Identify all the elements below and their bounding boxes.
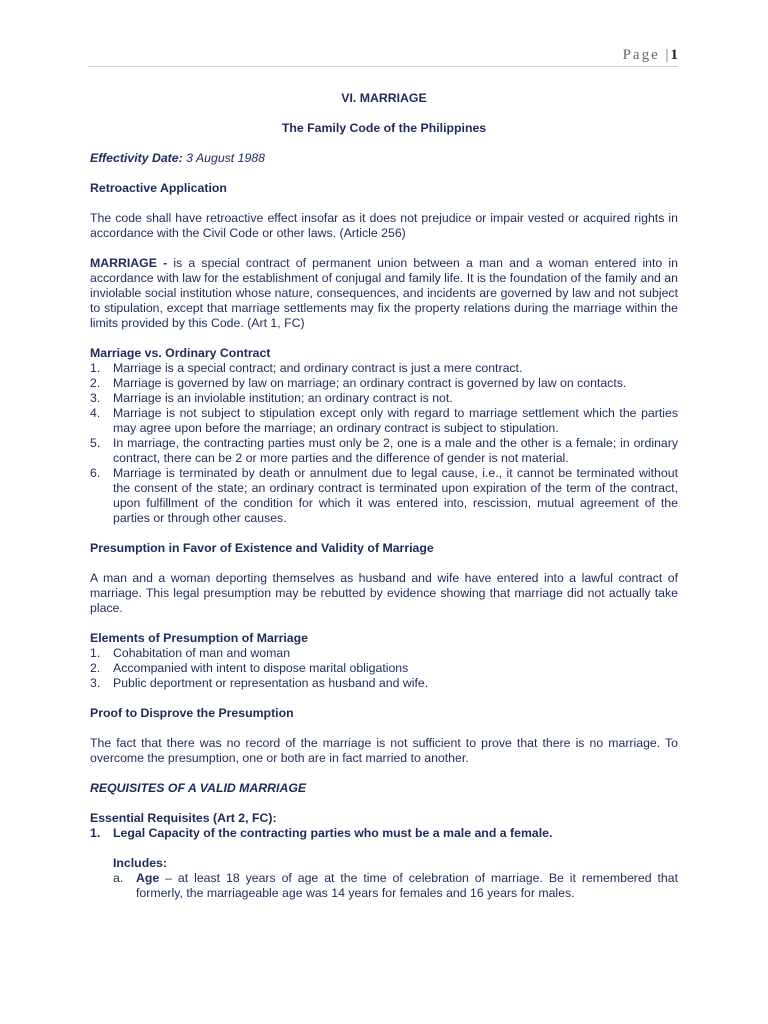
- list-number: 3.: [90, 391, 101, 405]
- list-item: [90, 361, 678, 376]
- includes-list: [113, 871, 678, 901]
- retro-heading: Retroactive Application: [90, 181, 227, 195]
- header-rule: [88, 66, 678, 67]
- list-text: Marriage is an inviolable institution; an ordinary contract is not.: [113, 391, 453, 405]
- effectivity-value: 3 August 1988: [182, 151, 265, 165]
- legal-capacity-text: Legal Capacity of the contracting parties who must be a male and a female.: [113, 826, 553, 840]
- list-item: [113, 871, 678, 901]
- list-number: 3.: [90, 676, 101, 690]
- list-number: 1.: [90, 361, 101, 375]
- page-number: 1: [670, 47, 678, 63]
- age-text: – at least 18 years of age at the time of celebration of marriage. Be it remembered that formerly, the marriageable age was 14 years for females and 16 years for males.: [136, 871, 678, 900]
- list-item: [90, 466, 678, 526]
- list-letter: a.: [113, 871, 124, 885]
- essential-heading: Essential Requisites (Art 2, FC):: [90, 811, 277, 825]
- disprove-text: The fact that there was no record of the marriage is not sufficient to prove that there is no marriage. To overcome the presumption, one or both are in fact married to another.: [90, 736, 678, 765]
- list-text: Cohabitation of man and woman: [113, 646, 291, 660]
- list-number: 2.: [90, 376, 101, 390]
- list-number: 6.: [90, 466, 101, 480]
- list-item: [90, 661, 678, 676]
- includes-label: Includes:: [113, 856, 167, 870]
- list-number: 4.: [90, 406, 101, 420]
- list-number: 1.: [90, 646, 101, 660]
- list-text: Marriage is terminated by death or annulment due to legal cause, i.e., it cannot be terminated without the consent of the state; an ordinary contract is terminated upon expiration of the term of the contract, upon fulfillment of the condition for which it was entered into, rescission, mutual agreement of the parties or through other causes.: [113, 466, 678, 525]
- list-text: Marriage is a special contract; and ordinary contract is just a mere contract.: [113, 361, 523, 375]
- marriage-term: MARRIAGE -: [90, 256, 168, 270]
- list-number: 1.: [90, 826, 101, 840]
- list-text: In marriage, the contracting parties must only be 2, one is a male and the other is a female; in ordinary contract, there can be 2 or more parties and the difference of gender is not material.: [113, 436, 678, 465]
- includes-block: [90, 856, 678, 901]
- list-text: Public deportment or representation as husband and wife.: [113, 676, 429, 690]
- page-label: Page |: [622, 47, 671, 63]
- vs-list: [90, 361, 678, 526]
- doc-title: VI. MARRIAGE: [341, 91, 427, 105]
- elements-list: [90, 646, 678, 691]
- list-text: Marriage is governed by law on marriage; an ordinary contract is governed by law on contacts.: [113, 376, 627, 390]
- list-text: Marriage is not subject to stipulation except only with regard to marriage settlement which the parties may agree upon before the marriage; an ordinary contract is subject to stipulation.: [113, 406, 678, 435]
- list-text: Accompanied with intent to dispose marital obligations: [113, 661, 409, 675]
- requisites-list: [90, 826, 678, 841]
- presumption-heading: Presumption in Favor of Existence and Validity of Marriage: [90, 541, 434, 555]
- marriage-definition: [90, 256, 678, 331]
- requisites-heading: REQUISITES OF A VALID MARRIAGE: [90, 781, 307, 795]
- list-item: [90, 436, 678, 466]
- list-item: [90, 676, 678, 691]
- list-item: [90, 391, 678, 406]
- disprove-heading: Proof to Disprove the Presumption: [90, 706, 294, 720]
- vs-heading: Marriage vs. Ordinary Contract: [90, 346, 271, 360]
- effectivity-label: Effectivity Date:: [90, 151, 183, 165]
- marriage-def-text: is a special contract of permanent union between a man and a woman entered into in accordance with law for the establishment of conjugal and family life. It is the foundation of the family and an inviolable social institution whose nature, consequences, and incidents are governed by law and not subject to stipulation, except that marriage settlements may fix the property relations during the marriage within the limits provided by this Code. (Art 1, FC): [90, 256, 679, 330]
- doc-subtitle: The Family Code of the Philippines: [281, 121, 487, 135]
- effectivity-line: [90, 151, 678, 166]
- document-body: [90, 91, 678, 901]
- list-number: 5.: [90, 436, 101, 450]
- list-number: 2.: [90, 661, 101, 675]
- list-item: [90, 646, 678, 661]
- list-item: [90, 406, 678, 436]
- retro-text: The code shall have retroactive effect insofar as it does not prejudice or impair vested or acquired rights in accordance with the Civil Code or other laws. (Article 256): [90, 211, 678, 240]
- elements-heading: Elements of Presumption of Marriage: [90, 631, 308, 645]
- page-header: [88, 47, 678, 64]
- list-item: [90, 826, 678, 841]
- presumption-text: A man and a woman deporting themselves as husband and wife have entered into a lawful contract of marriage. This legal presumption may be rebutted by evidence showing that marriage did not actually take place.: [90, 571, 678, 615]
- list-item: [90, 376, 678, 391]
- age-label: Age: [136, 871, 160, 885]
